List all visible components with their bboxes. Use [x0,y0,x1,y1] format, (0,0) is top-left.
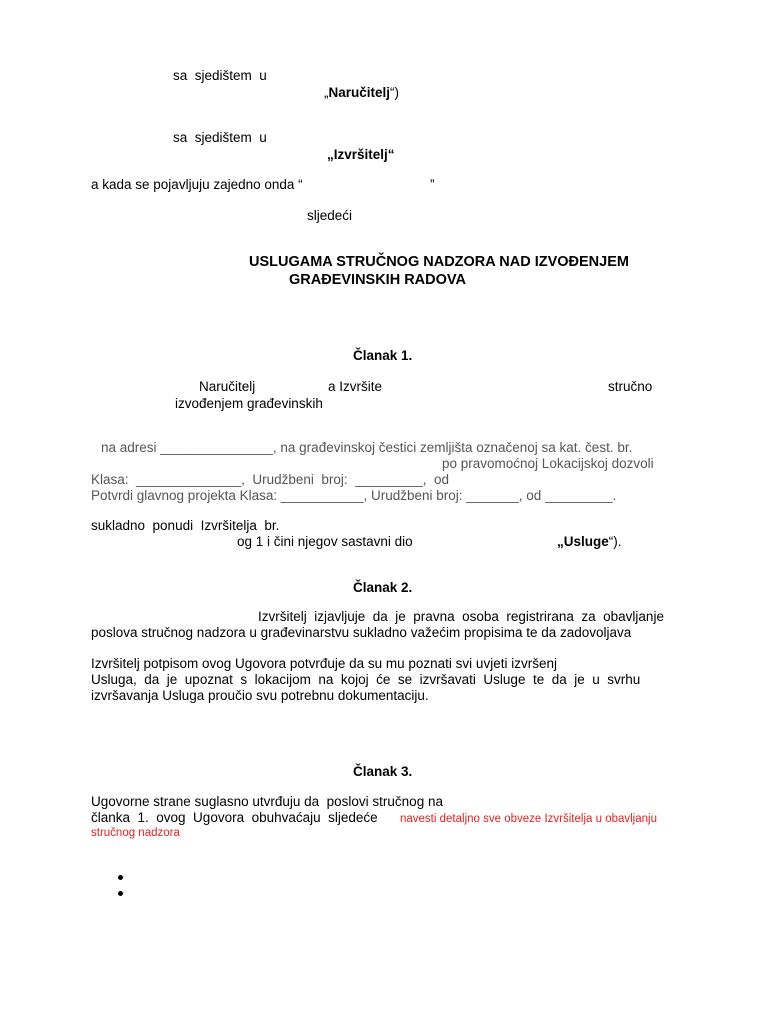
article-1-narucitelj: Naručitelj [199,379,256,394]
article-2-line4: Usluga, da je upoznat s lokacijom na kojoj će se izvršavati Usluge te da je u svrhu [91,672,641,687]
preamble-seat-2: sa sjedištem u [173,130,267,145]
contract-title-line1: USLUGAMA STRUČNOG NADZORA NAD IZVOĐENJEM [249,254,629,270]
article-1-klasa-line: Klasa: ______________, Urudžbeni broj: _________, od [91,472,450,487]
article-1-integral-part: og 1 i čini njegov sastavni dio [237,534,413,549]
narucitelj-label: Naručitelj [328,85,391,100]
article-3-line2: članka 1. ovog Ugovora obuhvaćaju sljedeće [91,810,378,825]
contract-title-line2: GRAĐEVINSKIH RADOVA [289,272,466,288]
article-1-izvodenjem: izvođenjem građevinskih [175,396,323,411]
quote-open: „ [324,85,329,100]
article-2-line2: poslova stručnog nadzora u građevinarstvu sukladno važećim propisima te da zadovoljava [91,625,632,640]
article-3-heading: Članak 3. [353,764,413,779]
preamble-together-close: ” [430,177,435,192]
article-1-address-line: na adresi _______________, na građevinskoj čestici zemljišta označenoj sa kat. čest. br. [101,440,633,455]
article-3-line1: Ugovorne strane suglasno utvrđuju da poslovi stručnog na [91,794,443,809]
preamble-izvrsitelj: „Izvršitelj“ [327,147,395,162]
usluge-label: „Usluge [557,534,609,549]
preamble-following: sljedeći [307,208,353,223]
article-2-heading: Članak 2. [353,580,413,595]
preamble-narucitelj [324,85,399,101]
preamble-seat-1: sa sjedištem u [173,68,267,83]
article-2-line5: izvršavanja Usluga proučio svu potrebnu dokumentaciju. [91,688,429,703]
usluge-close: “). [608,534,622,549]
article-3-note-line1: navesti detaljno sve obveze Izvršitelja u obavljanju [400,813,657,825]
article-1-heading: Članak 1. [353,348,413,363]
article-1-izvrsitelj: a Izvršite [328,379,383,394]
article-2-line1: Izvršitelj izjavljuje da je pravna osoba registrirana za obavljanje [258,609,664,624]
preamble-together: a kada se pojavljuju zajedno onda “ [91,177,303,192]
article-1-offer-line: sukladno ponudi Izvršitelja br. [91,518,280,533]
article-1-usluge [557,534,622,550]
list-bullet [118,891,123,896]
quote-close: “) [390,85,400,100]
article-1-strucno: stručno [608,379,653,394]
list-bullet [118,875,123,880]
article-1-project-line: Potvrdi glavnog projekta Klasa: ___________, Urudžbeni broj: _______, od _________. [91,488,617,503]
article-1-location-permit: po pravomoćnoj Lokacijskoj dozvoli [442,456,654,471]
article-3-note-line2: stručnog nadzora [91,827,180,839]
article-2-line3: Izvršitelj potpisom ovog Ugovora potvrđuje da su mu poznati svi uvjeti izvršenj [91,656,557,671]
